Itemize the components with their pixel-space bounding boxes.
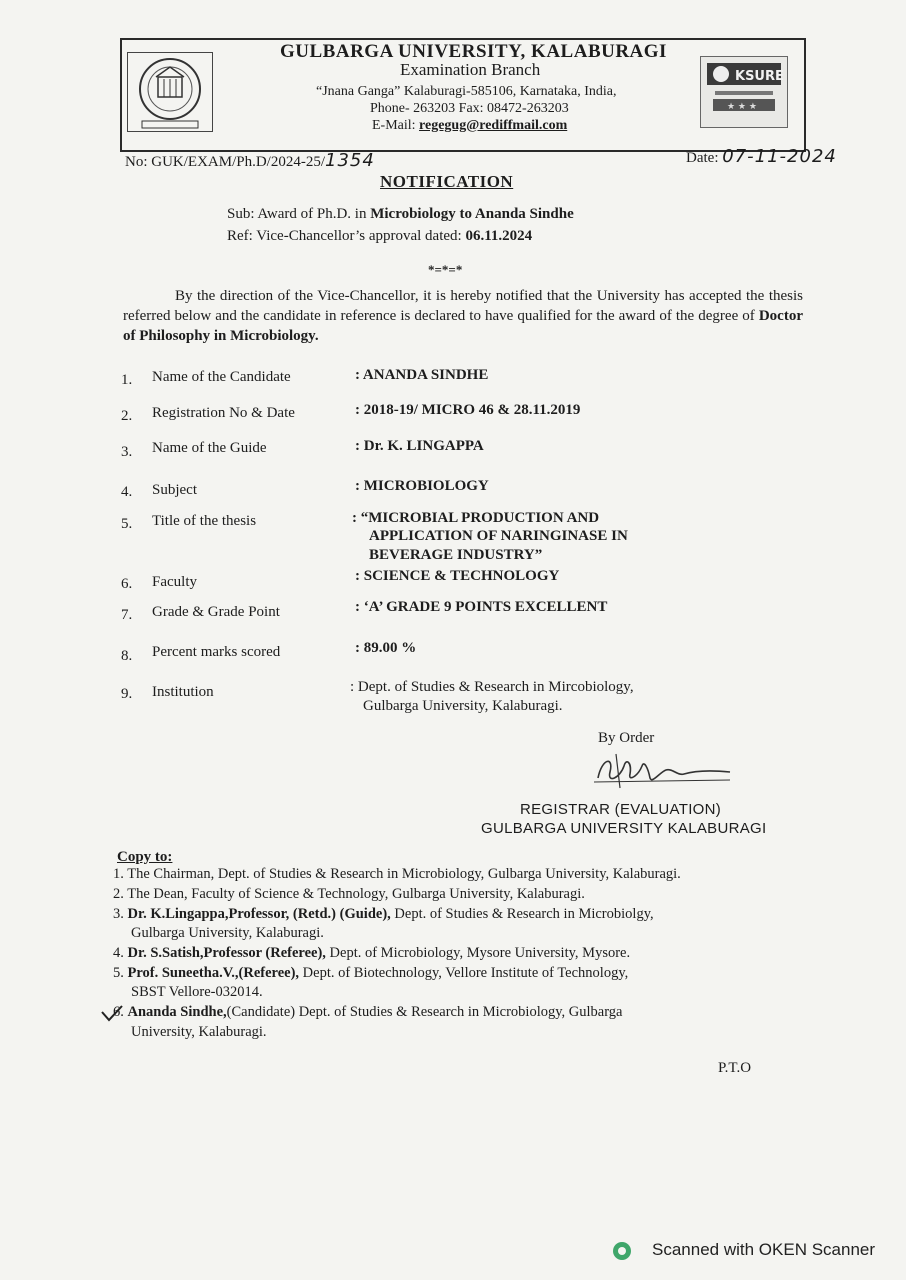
detail-label: Institution <box>152 684 214 700</box>
university-seal-logo <box>127 52 213 132</box>
copy-item <box>113 906 654 923</box>
copy-item <box>113 886 585 903</box>
copy-item-num: 6. <box>113 1004 128 1020</box>
copy-item <box>113 945 630 962</box>
subject-bold: Microbiology to Ananda Sindhe <box>370 206 574 222</box>
detail-label: Subject <box>152 482 197 498</box>
detail-value: : “MICROBIAL PRODUCTION AND <box>352 510 600 526</box>
copy-item-cont: University, Kalaburagi. <box>131 1024 267 1040</box>
detail-value: : ANANDA SINDHE <box>355 367 489 383</box>
separator: *=*=* <box>428 262 463 277</box>
registrar-university: GULBARGA UNIVERSITY KALABURAGI <box>481 820 767 837</box>
reference-line-date: 06.11.2024 <box>465 228 533 244</box>
date-handwritten: 07-11-2024 <box>722 146 837 167</box>
copy-item-text: Dept. of Biotechnology, Vellore Institute of Technology, <box>299 965 629 981</box>
reference-number <box>125 150 375 171</box>
copy-item-text: Dept. of Studies & Research in Microbiolgy, <box>390 906 654 922</box>
detail-value: : SCIENCE & TECHNOLOGY <box>355 568 560 584</box>
copy-to-heading: Copy to: <box>117 849 173 865</box>
svg-text:★ ★ ★: ★ ★ ★ <box>727 102 757 112</box>
detail-label: Title of the thesis <box>152 513 257 529</box>
detail-value: : 2018-19/ MICRO 46 & 28.11.2019 <box>355 402 581 418</box>
branch-name: Examination Branch <box>400 60 541 79</box>
paragraph-degree: Doctor of Philosophy in Microbiology. <box>123 308 803 344</box>
reference-line <box>227 228 532 245</box>
copy-item-num: 3. <box>113 906 128 922</box>
address-line: “Jnana Ganga” Kalaburagi-585106, Karnataka, India, <box>316 84 617 99</box>
copy-item-bold: Dr. S.Satish,Professor (Referee), <box>127 945 326 961</box>
paragraph-text: By the direction of the Vice-Chancellor, it is hereby notified that the University has accepted the thesis referred below and the candidate in reference is declared to have qualified for the award of the degree of <box>123 288 803 324</box>
detail-value: : ‘A’ GRADE 9 POINTS EXCELLENT <box>355 599 608 615</box>
detail-value: : 89.00 % <box>355 640 417 656</box>
phone-fax-line: Phone- 263203 Fax: 08472-263203 <box>370 101 569 116</box>
reference-prefix: No: GUK/EXAM/Ph.D/2024-25/ <box>125 154 326 170</box>
reference-handwritten-number: 1354 <box>325 150 375 171</box>
detail-num: 4. <box>121 484 133 500</box>
oken-scanner-icon <box>612 1241 632 1261</box>
detail-num: 6. <box>121 576 133 592</box>
detail-num: 1. <box>121 372 133 388</box>
subject-prefix: Sub: Award of Ph.D. in <box>227 206 371 222</box>
copy-item-cont: SBST Vellore-032014. <box>131 984 263 1000</box>
copy-item-bold: Ananda Sindhe, <box>127 1004 227 1020</box>
detail-label: Faculty <box>152 574 197 590</box>
copy-item-num: 4. <box>113 945 128 961</box>
detail-num: 2. <box>121 408 133 424</box>
registrar-title: REGISTRAR (EVALUATION) <box>520 801 722 818</box>
detail-num: 8. <box>121 648 133 664</box>
ksure-logo-text: KSURE <box>735 69 784 84</box>
subject-line <box>227 206 574 223</box>
detail-label: Percent marks scored <box>152 644 281 660</box>
university-name: GULBARGA UNIVERSITY, KALABURAGI <box>280 41 667 62</box>
email-label: E-Mail: <box>372 118 420 133</box>
copy-item-num: 5. <box>113 965 128 981</box>
detail-value: : MICROBIOLOGY <box>355 478 489 494</box>
detail-label: Name of the Guide <box>152 440 267 456</box>
detail-num: 9. <box>121 686 133 702</box>
detail-value-cont: Gulbarga University, Kalaburagi. <box>363 698 563 714</box>
email-address[interactable]: regegug@rediffmail.com <box>419 118 568 133</box>
copy-item-text: Dept. of Microbiology, Mysore University, Mysore. <box>325 945 631 961</box>
pto-label: P.T.O <box>718 1060 752 1076</box>
notification-paragraph <box>123 286 803 346</box>
notification-date <box>686 146 837 167</box>
detail-value-cont: APPLICATION OF NARINGINASE IN <box>369 528 628 544</box>
copy-item-text: The Dean, Faculty of Science & Technology, Gulbarga University, Kalaburagi. <box>127 886 585 902</box>
detail-label: Name of the Candidate <box>152 369 291 385</box>
detail-label: Grade & Grade Point <box>152 604 280 620</box>
copy-item-num: 2. <box>113 886 128 902</box>
ksure-logo <box>700 56 788 128</box>
copy-item-bold: Dr. K.Lingappa,Professor, (Retd.) (Guide), <box>127 906 391 922</box>
detail-value-cont: BEVERAGE INDUSTRY” <box>369 547 543 563</box>
detail-num: 7. <box>121 607 133 623</box>
date-label: Date: <box>686 150 719 166</box>
detail-num: 5. <box>121 516 133 532</box>
copy-item <box>113 965 628 982</box>
registrar-signature <box>580 748 740 798</box>
by-order-label: By Order <box>598 730 655 746</box>
detail-num: 3. <box>121 444 133 460</box>
email-line <box>372 118 567 134</box>
copy-item-num: 1. <box>113 866 128 882</box>
detail-label: Registration No & Date <box>152 405 295 421</box>
copy-item-text: The Chairman, Dept. of Studies & Research in Microbiology, Gulbarga University, Kalaburagi. <box>127 866 681 882</box>
copy-item <box>113 866 681 883</box>
scanner-watermark: Scanned with OKEN Scanner <box>652 1240 876 1259</box>
copy-item-text: (Candidate) Dept. of Studies & Research in Microbiology, Gulbarga <box>226 1004 623 1020</box>
reference-line-prefix: Ref: Vice-Chancellor’s approval dated: <box>227 228 466 244</box>
copy-item <box>113 1004 622 1021</box>
copy-item-cont: Gulbarga University, Kalaburagi. <box>131 925 324 941</box>
copy-item-bold: Prof. Suneetha.V.,(Referee), <box>127 965 300 981</box>
detail-value: : Dept. of Studies & Research in Mircobiology, <box>350 679 634 695</box>
detail-value: : Dr. K. LINGAPPA <box>355 438 484 454</box>
notification-title: NOTIFICATION <box>380 172 514 191</box>
